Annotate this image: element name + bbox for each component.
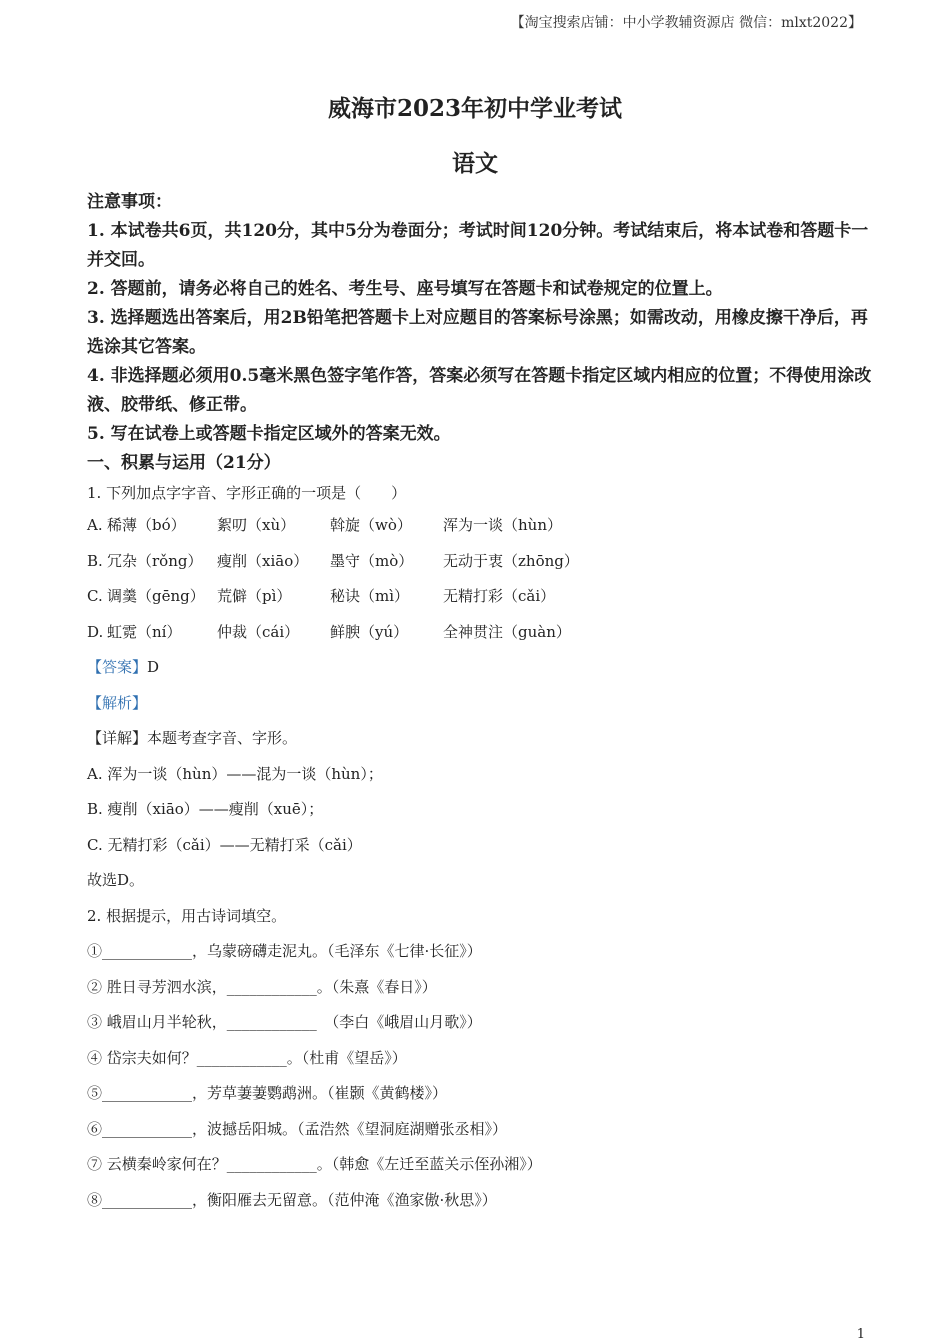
fill-blank-item: ④ 岱宗夫如何？____________。（杜甫《望岳》） [87,1048,407,1067]
option-item: 虹霓（ní） [107,622,182,641]
option-item: 瘦削（xiāo） [217,551,309,570]
option-item: 墨守（mò） [330,551,414,570]
fill-blank-item: ② 胜日寻芳泗水滨，____________。（朱熹《春日》） [87,977,437,996]
option-label: B. [87,551,103,570]
section-heading: 一、积累与运用（21分） [87,453,281,473]
fill-blank-item: ⑤____________，芳草萋萋鹦鹉洲。（崔颢《黄鹤楼》） [87,1084,448,1102]
option-row-c [87,579,872,615]
notice-heading: 注意事项： [87,192,172,212]
fill-blank-item: ⑥____________，波撼岳阳城。（孟浩然《望洞庭湖赠张丞相》） [87,1119,508,1138]
page-subtitle: 语文 [452,150,498,177]
header-note: 【淘宝搜索店铺：中小学教辅资源店 微信：mlxt2022】 [510,15,862,31]
notice-item: 1. 本试卷共6页，共120分，其中5分为卷面分；考试时间120分钟。考试结束后，将本试卷和答题卡一并交回。 [87,221,869,270]
option-item: 仲裁（cái） [217,622,300,641]
option-item: 秘诀（mì） [330,587,410,605]
option-item: 稀薄（bó） [107,516,186,534]
option-row-a [87,508,872,544]
question-stem: 1. 下列加点字字音、字形正确的一项是（ ） [87,484,407,502]
question-stem: 2. 根据提示，用古诗词填空。 [87,906,287,925]
detail-line: B. 瘦削（xiāo）——瘦削（xuē）； [87,800,324,818]
option-item: 冗杂（rǒng） [107,551,203,570]
option-row-b [87,544,872,580]
notice-item: 2. 答题前，请务必将自己的姓名、考生号、座号填写在答题卡和试卷规定的位置上。 [87,279,723,299]
option-item: 鲜腴（yú） [330,622,409,641]
option-row-d [87,615,872,651]
option-item: 荒僻（pì） [217,587,292,605]
option-item: 全神贯注（guàn） [443,622,571,641]
option-item: 调羹（gēng） [107,587,205,605]
option-item: 无精打彩（cǎi） [443,587,556,605]
detail-line: C. 无精打彩（cǎi）——无精打采（cǎi） [87,835,362,854]
option-item: 无动于衷（zhōng） [443,551,579,570]
option-label: D. [87,622,104,641]
analysis-tag: 【解析】 [87,693,148,712]
detail-line: A. 浑为一谈（hùn）——混为一谈（hùn）； [87,764,383,783]
detail-line: 【详解】本题考查字音、字形。 [87,729,298,747]
fill-blank-item: ①____________，乌蒙磅礴走泥丸。（毛泽东《七律·长征》） [87,942,482,960]
option-item: 浑为一谈（hùn） [443,516,562,534]
notice-item: 5. 写在试卷上或答题卡指定区域外的答案无效。 [87,424,451,444]
page-number: 1 [856,1327,865,1342]
fill-blank-item: ⑦ 云横秦岭家何在？____________。（韩愈《左迁至蓝关示侄孙湘》） [87,1155,542,1173]
fill-blank-item: ⑧____________，衡阳雁去无留意。（范仲淹《渔家傲·秋思》） [87,1190,497,1209]
option-label: C. [87,587,103,605]
answer-value: D [147,658,160,676]
option-label: A. [87,516,103,534]
answer-line [87,650,872,686]
notice-item: 3. 选择题选出答案后，用2B铅笔把答题卡上对应题目的答案标号涂黑；如需改动，用橡皮擦干净后，再选涂其它答案。 [87,308,868,357]
fill-blank-item: ③ 峨眉山月半轮秋，____________ （李白《峨眉山月歌》） [87,1013,482,1031]
option-item: 斡旋（wò） [330,516,412,534]
option-item: 絮叨（xù） [217,516,296,534]
notice-item: 4. 非选择题必须用0.5毫米黑色签字笔作答，答案必须写在答题卡指定区域内相应的位置；不得使用涂改液、胶带纸、修正带。 [87,366,872,415]
page-title: 威海市2023年初中学业考试 [327,95,622,122]
document-body [87,188,872,1218]
detail-line: 故选D。 [87,871,145,889]
answer-tag: 【答案】 [87,658,148,676]
analysis-line [87,686,872,722]
